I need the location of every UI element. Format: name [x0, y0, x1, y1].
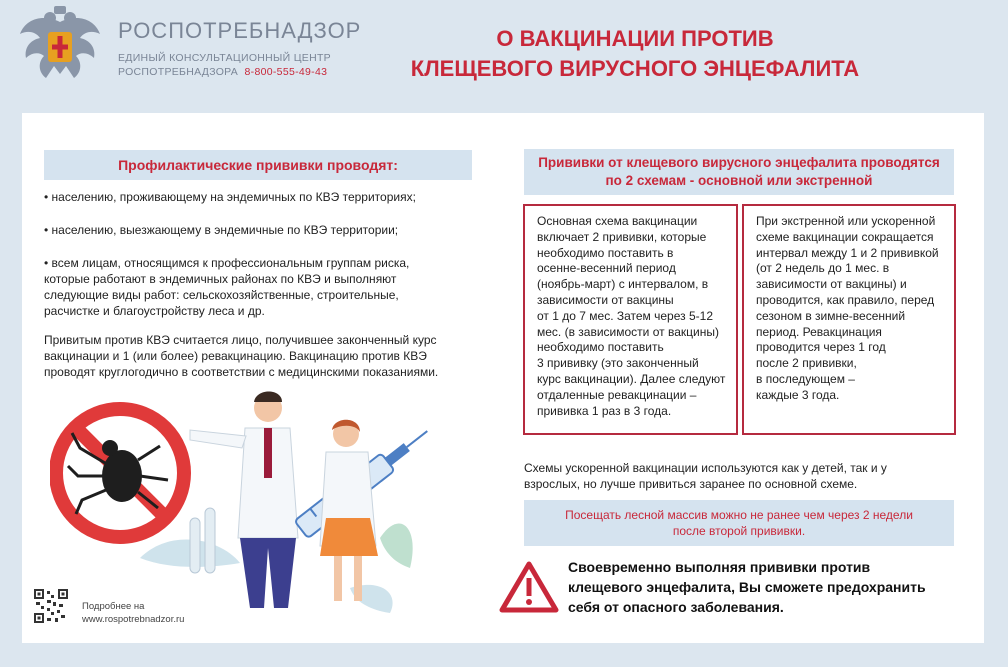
main-scheme-line: Основная схема вакцинации — [537, 214, 698, 228]
main-scheme-line: отдаленные ревакцинации – — [537, 387, 697, 402]
forest-line-2: после второй прививки. — [672, 524, 806, 538]
consult-center-line: ЕДИНЫЙ КОНСУЛЬТАЦИОННЫЙ ЦЕНТР — [118, 52, 331, 64]
hotline-number: 8-800-555-49-43 — [244, 66, 328, 78]
right-heading-bar — [524, 149, 954, 195]
bullet-risk-line-2: которые работают в эндемичных районах по КВЭ и выполняют — [44, 272, 397, 286]
main-scheme-line: (ноябрь-март) с интервалом, в — [537, 277, 709, 292]
right-heading-line-1: Прививки от клещевого вирусного энцефалита проводятся — [538, 155, 940, 170]
accel-line-1: Схемы ускоренной вакцинации используются как у детей, так и у — [524, 461, 887, 475]
warning-message — [568, 557, 968, 617]
bullet-risk-groups — [44, 255, 474, 319]
doctors-tick-illustration — [50, 388, 470, 623]
vaccinated-line-2: вакцинации и 1 (или более) ревакцинацию. Вакцинацию против КВЭ — [44, 349, 427, 363]
qr-code-icon[interactable] — [33, 588, 69, 624]
accelerated-scheme-note — [524, 460, 964, 492]
bullet-risk-line-4: расчистке и благоустройству леса и др. — [44, 304, 265, 318]
emergency-scheme-line: При экстренной или ускоренной — [756, 214, 936, 228]
left-heading: Профилактические прививки проводят: — [118, 157, 398, 173]
main-scheme-line: от 1 до 7 мес. Затем через 5-12 — [537, 308, 713, 323]
emergency-scheme-line: сезоном в зимне-весенний — [756, 308, 906, 323]
more-link[interactable]: www.rospotrebnadzor.ru — [82, 614, 185, 625]
org-name: РОСПОТРЕБНАДЗОР — [118, 18, 362, 43]
title-line-2: КЛЕЩЕВОГО ВИРУСНОГО ЭНЦЕФАЛИТА — [410, 56, 860, 81]
emergency-scheme-line: проводится, как правило, перед — [756, 292, 935, 307]
main-scheme-line: прививка 1 раз в 3 года. — [537, 403, 672, 418]
main-scheme-line: осенне-весенний период — [537, 261, 676, 276]
main-scheme-line: включает 2 прививки, которые — [537, 229, 707, 244]
more-info — [82, 600, 184, 626]
warning-line-1: Своевременно выполняя прививки против — [568, 559, 871, 575]
main-scheme-line: курс вакцинации). Далее следуют — [537, 371, 726, 386]
main-scheme-line: 3 прививку (это законченный — [537, 356, 699, 371]
vaccinated-line-1: Привитым против КВЭ считается лицо, получившее законченный курс — [44, 333, 437, 347]
consult-center-line-2 — [118, 66, 327, 78]
warning-triangle-icon — [498, 560, 560, 614]
emergency-scheme-line: (от 2 недель до 1 мес. в — [756, 261, 890, 276]
emergency-scheme-line: интервал между 1 и 2 прививкой — [756, 245, 939, 260]
eagle-emblem-icon — [14, 4, 106, 90]
warning-line-3: себя от опасного заболевания. — [568, 599, 784, 615]
main-scheme-line: зависимости от вакцины — [537, 292, 674, 307]
vaccinated-definition — [44, 332, 474, 380]
bullet-travelers: • населению, выезжающему в эндемичные по КВЭ территории; — [44, 223, 399, 237]
main-scheme-line: необходимо поставить в — [537, 245, 674, 260]
accel-line-2: взрослых, но лучше привиться заранее по основной схеме. — [524, 477, 858, 491]
forest-line-1: Посещать лесной массив можно не ранее чем через 2 недели — [565, 508, 913, 522]
bullet-risk-line-1: • всем лицам, относящимся к профессиональным группам риска, — [44, 256, 410, 270]
forest-warning-bar — [524, 500, 954, 546]
bullet-risk-line-3: следующие виды работ: сельскохозяйственные, строительные, — [44, 288, 399, 302]
vaccinated-line-3: проводят круглогодично в соответствии с медицинскими показаниями. — [44, 365, 439, 379]
emergency-scheme-line: каждые 3 года. — [756, 387, 840, 402]
warning-line-2: клещевого энцефалита, Вы сможете предохранить — [568, 579, 926, 595]
more-label: Подробнее на — [82, 601, 145, 612]
emergency-scheme-line: в последующем – — [756, 371, 855, 386]
consult-center-name: РОСПОТРЕБНАДЗОРА — [118, 66, 239, 78]
emergency-scheme-line: после 2 прививки, — [756, 356, 857, 371]
main-scheme-line: мес. (в зависимости от вакцины) — [537, 324, 719, 339]
right-heading-line-2: по 2 схемам - основной или экстренной — [605, 173, 873, 188]
emergency-scheme-box — [742, 204, 956, 435]
bullet-residents: • населению, проживающему на эндемичных по КВЭ территориях; — [44, 190, 416, 204]
main-scheme-box — [523, 204, 738, 435]
page-title — [400, 24, 870, 84]
title-line-1: О ВАКЦИНАЦИИ ПРОТИВ — [496, 26, 774, 51]
emergency-scheme-line: зависимости от вакцины) и — [756, 277, 907, 292]
emergency-scheme-line: период. Ревакцинация — [756, 324, 882, 339]
emergency-scheme-line: проводится через 1 год — [756, 340, 886, 355]
emergency-scheme-line: схеме вакцинации сокращается — [756, 229, 934, 244]
main-scheme-line: необходимо поставить — [537, 340, 664, 355]
left-heading-bar — [44, 150, 472, 180]
